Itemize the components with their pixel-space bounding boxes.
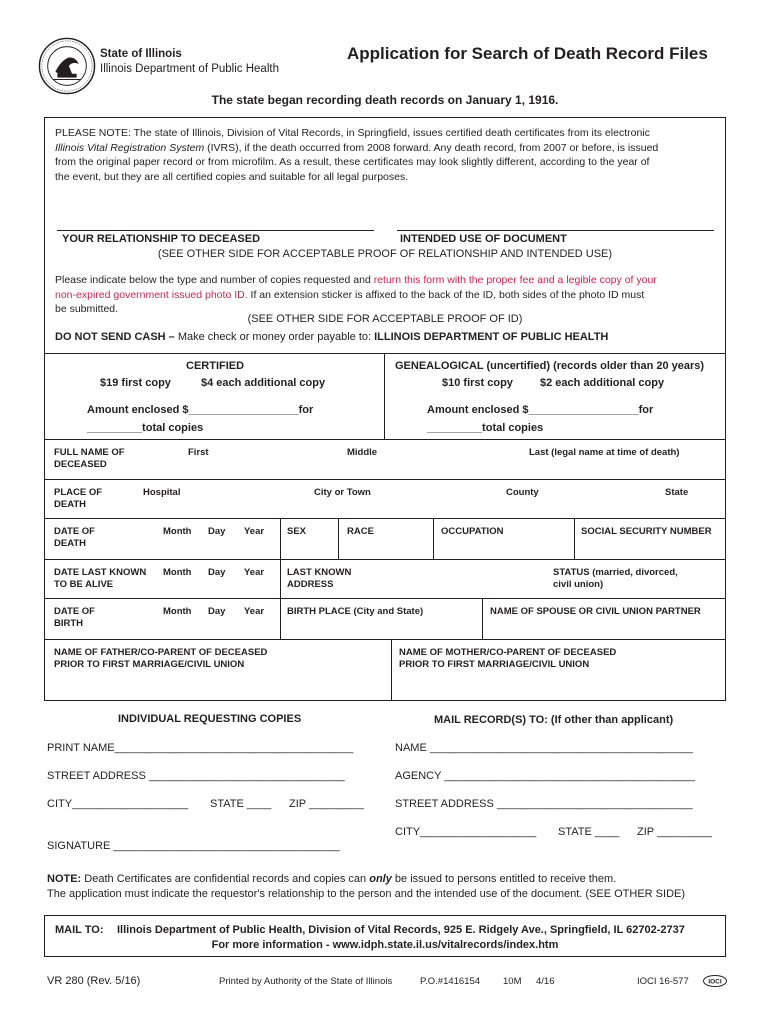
confidential-line-1: [47, 872, 685, 887]
department-name: Illinois Department of Public Health: [100, 63, 279, 75]
only-emphasis: only: [369, 873, 392, 885]
mail-street-field[interactable]: STREET ADDRESS ________________________________: [395, 798, 693, 810]
requester-city-field[interactable]: CITY___________________: [47, 798, 189, 810]
relationship-field[interactable]: [57, 230, 374, 231]
genealogical-title: GENEALOGICAL (uncertified) (records older than 20 years): [395, 360, 705, 372]
state-seal-icon: [38, 37, 96, 95]
alive-year-label: Year: [244, 567, 265, 578]
occupation-field[interactable]: [434, 519, 574, 558]
label-line: ADDRESS: [287, 578, 334, 590]
mail-to-label: MAIL TO:: [55, 924, 104, 936]
birth-month-label: Month: [163, 606, 192, 617]
return-form-warning: return this form with the proper fee and a legible copy of your: [373, 274, 657, 286]
ioci-logo-text: IOCI: [708, 978, 722, 986]
confidential-text-a: Death Certificates are confidential records and copies can: [81, 873, 370, 885]
note-line-2: [55, 141, 720, 156]
see-other-side-id: (SEE OTHER SIDE FOR ACCEPTABLE PROOF OF ID): [247, 313, 523, 325]
print-name-field[interactable]: PRINT NAME_______________________________________: [47, 742, 354, 754]
confidential-line-2: The application must indicate the requestor's relationship to the person and the intended use of the document. (SEE OTHER SIDE): [47, 888, 686, 900]
birth-place-field[interactable]: [281, 599, 482, 638]
death-year-label: Year: [244, 526, 265, 537]
note-line-2-rest: (IVRS), if the death occurred from 2008 forward. Any death record, from 2007 or before, is issued: [204, 141, 659, 154]
instructions-end: be submitted.: [55, 303, 119, 315]
form-number: VR 280 (Rev. 5/16): [47, 975, 141, 987]
ssn-field[interactable]: [575, 519, 725, 558]
alive-day-label: Day: [208, 567, 226, 578]
label-line: PRIOR TO FIRST MARRIAGE/CIVIL UNION: [399, 658, 590, 670]
last-known-address-field[interactable]: [281, 560, 725, 597]
certified-additional-copy: $4 each additional copy: [201, 377, 326, 389]
label-line: DEATH: [54, 498, 87, 510]
spouse-field[interactable]: [483, 599, 725, 638]
genealogical-additional-copy: $2 each additional copy: [540, 377, 665, 389]
middle-name-label: Middle: [347, 447, 378, 458]
race-field[interactable]: [339, 519, 433, 558]
label-line: LAST KNOWN: [287, 567, 352, 578]
sex-label: SEX: [287, 526, 307, 537]
requester-zip-field[interactable]: ZIP _________: [289, 798, 365, 810]
mail-to-title: MAIL RECORD(S) TO: (If other than applicant): [434, 714, 674, 726]
occupation-label: OCCUPATION: [441, 526, 504, 537]
po-number: P.O.#1416154: [420, 976, 481, 987]
print-date: 4/16: [536, 976, 555, 987]
label-line: DATE LAST KNOWN: [54, 567, 147, 578]
sex-field[interactable]: [281, 519, 338, 558]
mail-to-address: Illinois Department of Public Health, Division of Vital Records, 925 E. Ridgely Ave., Springfield, IL 62702-2737: [117, 924, 685, 936]
state-name: State of Illinois: [100, 48, 182, 60]
death-day-label: Day: [208, 526, 226, 537]
certified-title: CERTIFIED: [186, 360, 245, 372]
date-of-birth-field[interactable]: [45, 599, 280, 638]
note-line-1: PLEASE NOTE: The state of Illinois, Division of Vital Records, in Springfield, issues certified death certificates from its electronic: [55, 127, 650, 139]
full-name-field[interactable]: [45, 440, 725, 478]
ssn-label: SOCIAL SECURITY NUMBER: [581, 526, 712, 537]
first-name-label: First: [188, 447, 209, 458]
certified-first-copy: $19 first copy: [100, 377, 171, 389]
mail-agency-field[interactable]: AGENCY _________________________________________: [395, 770, 696, 782]
ioci-logo-icon: [703, 975, 727, 987]
date-of-death-field[interactable]: [45, 519, 280, 558]
relationship-label: YOUR RELATIONSHIP TO DECEASED: [62, 233, 261, 245]
father-name-field[interactable]: [45, 640, 391, 700]
label-line: DATE OF: [54, 526, 95, 537]
county-label: County: [506, 487, 539, 498]
divider: [384, 353, 385, 439]
note-line-4: the event, but they are all certified copies and suitable for all legal purposes.: [55, 170, 409, 183]
birth-place-label: BIRTH PLACE (City and State): [287, 606, 424, 617]
city-town-label: City or Town: [314, 487, 371, 498]
date-last-known-alive-field[interactable]: [45, 560, 280, 597]
race-label: RACE: [347, 526, 374, 537]
instructions-paragraph: [55, 273, 720, 317]
certified-amount-enclosed[interactable]: Amount enclosed $__________________for: [87, 404, 314, 416]
spouse-label: NAME OF SPOUSE OR CIVIL UNION PARTNER: [490, 606, 701, 617]
state-label: State: [665, 487, 689, 498]
requester-state-field[interactable]: STATE ____: [210, 798, 272, 810]
no-cash-line: [55, 331, 608, 343]
label-line: NAME OF FATHER/CO-PARENT OF DECEASED: [54, 647, 268, 658]
label-line: STATUS (married, divorced,: [553, 567, 678, 578]
form-title: Application for Search of Death Record Files: [347, 44, 708, 63]
genealogical-total-copies[interactable]: _________total copies: [427, 422, 544, 434]
confidential-text-b: be issued to persons entitled to receive them.: [391, 873, 617, 885]
see-other-side-relationship: (SEE OTHER SIDE FOR ACCEPTABLE PROOF OF RELATIONSHIP AND INTENDED USE): [157, 248, 613, 260]
birth-year-label: Year: [244, 606, 265, 617]
last-name-label: Last (legal name at time of death): [529, 447, 680, 458]
note-label: NOTE:: [47, 873, 82, 885]
label-line: BIRTH: [54, 617, 84, 629]
alive-month-label: Month: [163, 567, 192, 578]
label-line: FULL NAME OF: [54, 447, 125, 458]
label-line: TO BE ALIVE: [54, 578, 114, 590]
instructions-line-2: [55, 288, 720, 303]
records-began-note: The state began recording death records on January 1, 1916.: [211, 93, 559, 107]
ioci-number: IOCI 16-577: [637, 976, 689, 987]
requester-title: INDIVIDUAL REQUESTING COPIES: [118, 713, 302, 725]
mail-name-field[interactable]: NAME ___________________________________________: [395, 742, 693, 754]
place-of-death-field[interactable]: [45, 480, 725, 517]
death-month-label: Month: [163, 526, 192, 537]
hospital-label: Hospital: [143, 487, 181, 498]
intended-use-label: INTENDED USE OF DOCUMENT: [400, 233, 567, 245]
label-line: PRIOR TO FIRST MARRIAGE/CIVIL UNION: [54, 658, 245, 670]
please-note-paragraph: [55, 126, 720, 184]
birth-day-label: Day: [208, 606, 226, 617]
instructions-line-1: [55, 273, 720, 288]
certified-total-copies[interactable]: _________total copies: [87, 422, 204, 434]
label-line: NAME OF MOTHER/CO-PARENT OF DECEASED: [399, 647, 617, 658]
instructions-start: Please indicate below the type and number of copies requested and: [55, 274, 374, 286]
genealogical-amount-enclosed[interactable]: Amount enclosed $__________________for: [427, 404, 654, 416]
label-line: DATE OF: [54, 606, 95, 617]
no-cash-label: DO NOT SEND CASH –: [55, 331, 175, 343]
mail-city-field[interactable]: CITY___________________: [395, 826, 537, 838]
instructions-rest: If an extension sticker is affixed to the back of the ID, both sides of the photo ID must: [247, 288, 645, 301]
printed-by: Printed by Authority of the State of Illinois: [219, 976, 393, 987]
mother-name-field[interactable]: [392, 640, 725, 700]
label-line: civil union): [553, 578, 604, 590]
divider: [44, 353, 726, 354]
signature-field[interactable]: SIGNATURE _____________________________________: [47, 840, 340, 852]
mail-zip-field[interactable]: ZIP _________: [637, 826, 713, 838]
label-line: DEATH: [54, 537, 87, 549]
requester-street-field[interactable]: STREET ADDRESS ________________________________: [47, 770, 345, 782]
label-line: PLACE OF: [54, 487, 103, 498]
genealogical-first-copy: $10 first copy: [442, 377, 513, 389]
confidential-note: [47, 872, 685, 902]
photo-id-warning: non-expired government issued photo ID.: [55, 288, 248, 301]
ivrs-name: Illinois Vital Registration System: [55, 141, 205, 154]
mail-state-field[interactable]: STATE ____: [558, 826, 620, 838]
intended-use-field[interactable]: [397, 230, 714, 231]
quantity: 10M: [503, 976, 522, 987]
label-line: DECEASED: [54, 458, 107, 470]
more-info-link[interactable]: For more information - www.idph.state.il.us/vitalrecords/index.htm: [211, 939, 559, 951]
note-line-3: from the original paper record or from microfilm. As a result, these certificates may look slightly different, according to the year of: [55, 156, 650, 168]
payable-to-text: Make check or money order payable to:: [174, 331, 375, 343]
payee-name: ILLINOIS DEPARTMENT OF PUBLIC HEALTH: [374, 331, 609, 343]
